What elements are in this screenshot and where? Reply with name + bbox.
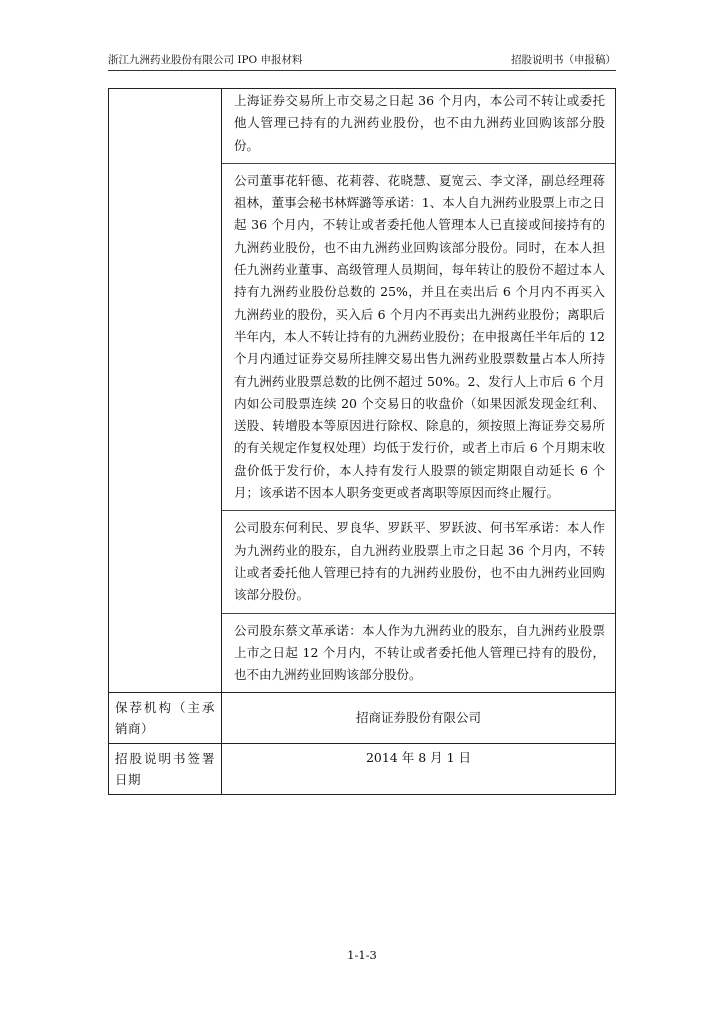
sponsor-value: 招商证券股份有限公司 <box>222 693 616 744</box>
signing-date-value: 2014 年 8 月 1 日 <box>222 744 616 795</box>
sponsor-label: 保荐机构（主承销商） <box>109 693 222 744</box>
commitment-paragraph-directors: 公司董事花轩德、花莉蓉、花晓慧、夏宽云、李文泽，副总经理蒋祖林，董事会秘书林辉潞等承诺：1、本人自九洲药业股票上市之日起 36 个月内，不转让或者委托他人管理本人已直接或间接持有的九洲药业股份，也不由九洲药业回购该部分股份。同时，在本人担任九洲药业董事、高级管理人员期间，每年转让的股份不超过本人持有九洲药业股份总数的 25%，并且在卖出后 6 个月内不再买入九洲药业的股份，买入后 6 个月内不再卖出九洲药业股份；离职后半年内，本人不转让持有的九洲药业股份；在申报离任半年后的 12 个月内通过证券交易所挂牌交易出售九洲药业股票数量占本人所持有九洲药业股票总数的比例不超过 50%。2、发行人上市后 6 个月内如公司股票连续 20 个交易日的收盘价（如果因派发现金红利、送股、转增股本等原因进行除权、除息的，须按照上海证券交易所的有关规定作复权处理）均低于发行价，或者上市后 6 个月期末收盘价低于发行价，本人持有发行人股票的锁定期限自动延长 6 个月；该承诺不因本人职务变更或者离职等原因而终止履行。 <box>222 163 615 510</box>
commitment-paragraph-shareholders: 公司股东何利民、罗良华、罗跃平、罗跃波、何书军承诺：本人作为九洲药业的股东，自九洲药业股票上市之日起 36 个月内，不转让或者委托他人管理已持有的九洲药业股份，也不由九洲药业回购该部分股份。 <box>222 510 615 612</box>
header-company-title: 浙江九洲药业股份有限公司 IPO 申报材料 <box>108 54 303 66</box>
page-number: 1-1-3 <box>347 948 377 962</box>
prospectus-summary-table <box>108 88 616 795</box>
page-header <box>108 50 616 71</box>
commitment-paragraph-company: 上海证券交易所上市交易之日起 36 个月内，本公司不转让或委托他人管理已持有的九洲药业股份，也不由九洲药业回购该部分股份。 <box>234 93 605 153</box>
header-document-title: 招股说明书（申报稿） <box>511 54 616 66</box>
commitments-cell <box>222 89 616 693</box>
signing-date-row <box>109 744 616 795</box>
signing-date-label: 招股说明书签署日期 <box>109 744 222 795</box>
sponsor-row <box>109 693 616 744</box>
commitments-label-cell <box>109 89 222 693</box>
commitment-paragraph-cai: 公司股东蔡文革承诺：本人作为九洲药业的股东，自九洲药业股票上市之日起 12 个月内，不转让或者委托他人管理已持有的股份，也不由九洲药业回购该部分股份。 <box>222 613 615 693</box>
commitments-row <box>109 89 616 693</box>
